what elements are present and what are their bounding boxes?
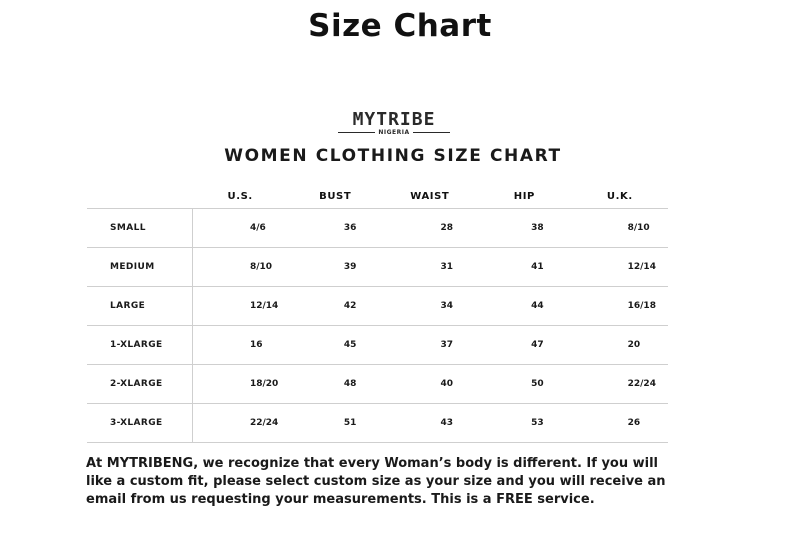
- size-label: 1-XLARGE: [87, 326, 192, 365]
- cell-bust: 42: [288, 287, 383, 326]
- cell-waist: 28: [382, 209, 477, 248]
- table-row: [87, 287, 668, 326]
- table-row: [87, 209, 668, 248]
- cell-bust: 48: [288, 365, 383, 404]
- brand-logo: [338, 110, 450, 136]
- chart-heading: WOMEN CLOTHING SIZE CHART: [224, 146, 562, 166]
- logo-rule-left: [338, 132, 375, 133]
- size-label: MEDIUM: [87, 248, 192, 287]
- logo-subline: [338, 129, 450, 136]
- cell-bust: 36: [288, 209, 383, 248]
- table-row: [87, 365, 668, 404]
- header-size: [87, 184, 192, 209]
- cell-us: 18/20: [192, 365, 287, 404]
- size-table: [87, 184, 668, 443]
- cell-waist: 37: [382, 326, 477, 365]
- cell-uk: 12/14: [572, 248, 668, 287]
- logo-subtext: NIGERIA: [378, 129, 410, 136]
- cell-hip: 47: [477, 326, 571, 365]
- cell-hip: 41: [477, 248, 571, 287]
- cell-bust: 39: [288, 248, 383, 287]
- cell-waist: 31: [382, 248, 477, 287]
- cell-uk: 26: [572, 404, 668, 443]
- cell-hip: 44: [477, 287, 571, 326]
- cell-hip: 53: [477, 404, 571, 443]
- cell-uk: 16/18: [572, 287, 668, 326]
- table-row: [87, 404, 668, 443]
- logo-wordmark: MYTRIBE: [352, 109, 436, 130]
- custom-fit-note: At MYTRIBENG, we recognize that every Woman’s body is different. If you will like a custom fit, please select custom size as your size and you will receive an email from us requesting your measurements. This is a FREE service.: [86, 456, 666, 507]
- page-title: Size Chart: [308, 8, 492, 44]
- cell-uk: 20: [572, 326, 668, 365]
- table-row: [87, 248, 668, 287]
- size-label: LARGE: [87, 287, 192, 326]
- cell-bust: 45: [288, 326, 383, 365]
- cell-hip: 50: [477, 365, 571, 404]
- cell-uk: 22/24: [572, 365, 668, 404]
- cell-us: 22/24: [192, 404, 287, 443]
- table-header-row: [87, 184, 668, 209]
- cell-us: 12/14: [192, 287, 287, 326]
- cell-bust: 51: [288, 404, 383, 443]
- header-bust: BUST: [319, 190, 352, 202]
- table-row: [87, 326, 668, 365]
- cell-us: 16: [192, 326, 287, 365]
- cell-uk: 8/10: [572, 209, 668, 248]
- size-label: 3-XLARGE: [87, 404, 192, 443]
- cell-us: 4/6: [192, 209, 287, 248]
- cell-waist: 40: [382, 365, 477, 404]
- size-label: 2-XLARGE: [87, 365, 192, 404]
- header-hip: HIP: [513, 190, 535, 202]
- logo-rule-right: [413, 132, 450, 133]
- header-uk: U.K.: [606, 190, 633, 202]
- cell-waist: 43: [382, 404, 477, 443]
- header-us: U.S.: [227, 190, 253, 202]
- cell-us: 8/10: [192, 248, 287, 287]
- header-waist: WAIST: [410, 190, 450, 202]
- cell-hip: 38: [477, 209, 571, 248]
- cell-waist: 34: [382, 287, 477, 326]
- size-label: SMALL: [87, 209, 192, 248]
